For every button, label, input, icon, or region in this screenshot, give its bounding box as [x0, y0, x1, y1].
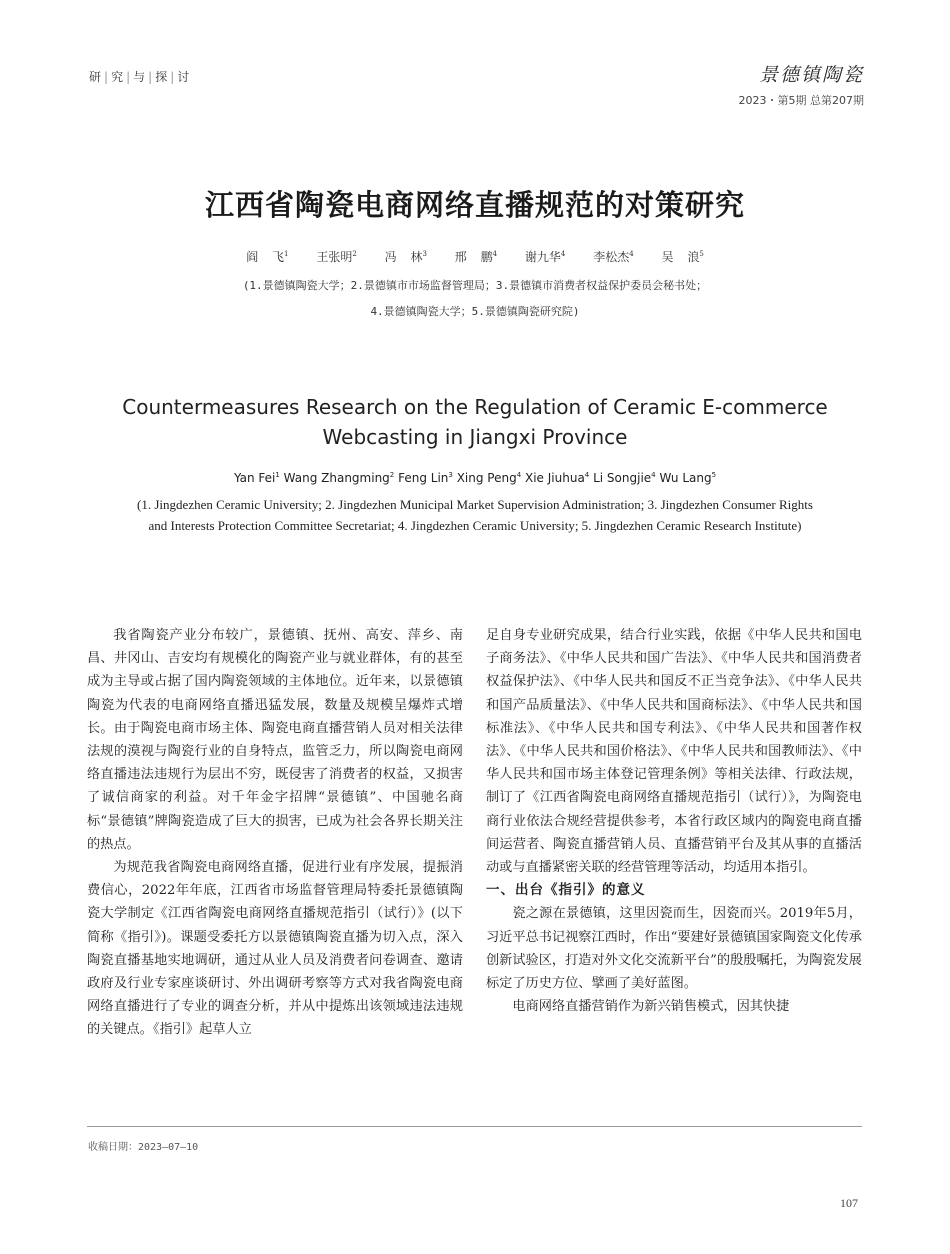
author-cn: 李松杰$^4$ — [593, 250, 634, 264]
body-column-right — [486, 624, 862, 1018]
author-cn: 王张明$^2$ — [316, 250, 357, 264]
paper-title-cn: 江西省陶瓷电商网络直播规范的对策研究 — [204, 188, 745, 222]
author-en: Xing Peng$^4$ — [456, 471, 522, 485]
journal-logo: 景德镇陶瓷 — [758, 64, 864, 86]
author-cn: 邢 鹏$^4$ — [454, 250, 498, 264]
author-cn: 阎 飞$^1$ — [246, 250, 289, 264]
author-en: Xie Jiuhua$^4$ — [525, 471, 590, 485]
body-paragraph: 瓷之源在景德镇，这里因瓷而生，因瓷而兴。2019年5月，习近平总书记视察江西时，作出“要建好景德镇国家陶瓷文化传承创新试验区，打造对外文化交流新平台”的殷殷嘱托，为陶瓷发展标定了历史方位、擘画了美好蓝图。 — [486, 906, 862, 992]
footnote-divider — [87, 1126, 862, 1127]
author-en: Li Songjie$^4$ — [593, 471, 656, 485]
affiliations-en-line-2: and Interests Protection Committee Secretariat; 4. Jingdezhen Ceramic University; 5. Jingdezhen Ceramic Research Institute) — [148, 518, 802, 533]
author-en: Yan Fei$^1$ — [233, 471, 280, 485]
affiliations-cn-line-2: 4.景德镇陶瓷大学；5.景德镇陶瓷研究院) — [370, 305, 580, 318]
received-date: 收稿日期：2023—07—10 — [88, 1142, 199, 1153]
page-number: 107 — [840, 1196, 858, 1210]
divider: | — [148, 70, 154, 84]
author-cn: 吴 浪$^5$ — [661, 250, 704, 264]
divider: | — [126, 70, 132, 84]
author-en: Wang Zhangming$^2$ — [283, 471, 395, 485]
section-heading: 一、出台《指引》的意义 — [486, 882, 646, 899]
affiliations-cn-line-1: (1.景德镇陶瓷大学；2.景德镇市市场监督管理局；3.景德镇市消费者权益保护委员会秘书处； — [242, 279, 708, 292]
author-en: Feng Lin$^3$ — [398, 471, 453, 485]
author-list-en — [0, 471, 950, 485]
body-paragraph: 电商网络直播营销作为新兴销售模式，因其快捷 — [512, 999, 790, 1015]
section-label-char: 究 — [111, 70, 125, 84]
divider: | — [104, 70, 110, 84]
paper-title-en — [0, 392, 950, 452]
body-paragraph: 为规范我省陶瓷电商网络直播，促进行业有序发展，提振消费信心，2022年年底，江西省市场监督管理局特委托景德镇陶瓷大学制定《江西省陶瓷电商网络直播规范指引（试行）》(以下简称《指引》)。课题受委托方以景德镇陶瓷直播为切入点，深入陶瓷直播基地实地调研，通过从业人员及消费者问卷调查、邀请政府及行业专家座谈研讨、外出调研考察等方式对我省陶瓷电商网络直播进行了专业的调查分析，并从中提炼出该领域违法违规的关键点。《指引》起草人立 — [87, 860, 463, 1038]
author-list-cn — [0, 248, 950, 265]
section-label-char: 探 — [155, 70, 169, 84]
paper-title-en-line-2: Webcasting in Jiangxi Province — [322, 425, 628, 449]
paper-title-en-line-1: Countermeasures Research on the Regulation of Ceramic E-commerce — [122, 395, 828, 419]
divider: | — [170, 70, 176, 84]
affiliations-en — [90, 494, 860, 536]
affiliations-en-line-1: (1. Jingdezhen Ceramic University; 2. Jingdezhen Municipal Market Supervision Administration; 3. Jingdezhen Consumer Rights — [137, 497, 813, 512]
section-label — [89, 68, 190, 85]
issue-info: 2023・第5期 总第207期 — [738, 94, 864, 107]
author-cn: 谢九华$^4$ — [524, 250, 566, 264]
body-paragraph: 我省陶瓷产业分布较广，景德镇、抚州、高安、萍乡、南昌、井冈山、吉安均有规模化的陶瓷产业与就业群体，有的甚至成为主导或占据了国内陶瓷领域的主体地位。近年来，以景德镇陶瓷为代表的电商网络直播迅猛发展，数量及规模呈爆炸式增长。由于陶瓷电商市场主体、陶瓷电商直播营销人员对相关法律法规的漠视与陶瓷行业的自身特点，监管乏力，所以陶瓷电商网络直播违法违规行为层出不穷，既侵害了消费者的权益，又损害了诚信商家的利益。对千年金字招牌“景德镇”、中国驰名商标“景德镇”牌陶瓷造成了巨大的损害，已成为社会各界长期关注的热点。 — [87, 628, 463, 852]
body-paragraph: 足自身专业研究成果，结合行业实践，依据《中华人民共和国电子商务法》、《中华人民共和国广告法》、《中华人民共和国消费者权益保护法》、《中华人民共和国反不正当竞争法》、《中华人民共和国产品质量法》、《中华人民共和国商标法》、《中华人民共和国标准法》、《中华人民共和国专利法》、《中华人民共和国著作权法》、《中华人民共和国价格法》、《中华人民共和国教师法》、《中华人民共和国市场主体登记管理条例》等相关法律、行政法规，制订了《江西省陶瓷电商网络直播规范指引（试行）》，为陶瓷电商行业依法合规经营提供参考，本省行政区域内的陶瓷电商直播间运营者、陶瓷直播营销人员、直播营销平台及其从事的直播活动或与直播紧密关联的经营管理等活动，均适用本指引。 — [486, 628, 862, 876]
author-en: Wu Lang$^5$ — [659, 471, 717, 485]
section-label-char: 与 — [133, 70, 147, 84]
section-label-char: 研 — [89, 70, 103, 84]
section-label-char: 讨 — [177, 70, 191, 84]
author-cn: 冯 林$^3$ — [384, 250, 427, 264]
body-column-left — [87, 624, 463, 1042]
